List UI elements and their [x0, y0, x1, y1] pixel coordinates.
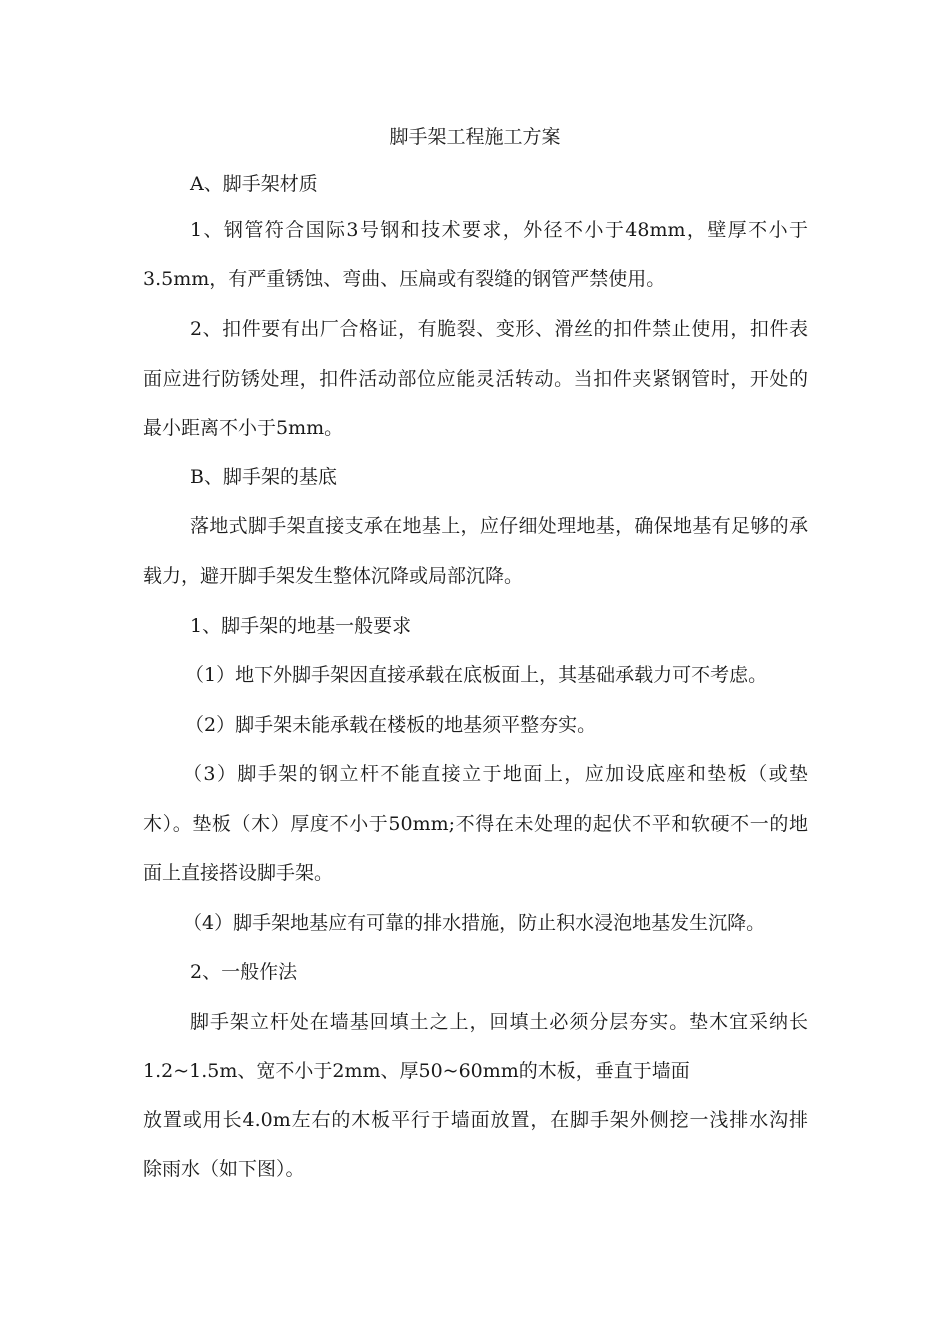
- section-heading-b: B、脚手架的基底: [190, 466, 337, 488]
- list-item: （1）地下外脚手架因直接承载在底板面上，其基础承载力可不考虑。: [185, 664, 768, 686]
- paragraph-line: 最小距离不小于5mm。: [143, 417, 344, 439]
- paragraph-line: 3.5mm，有严重锈蚀、弯曲、压扁或有裂缝的钢管严禁使用。: [143, 268, 666, 290]
- list-item: （3）脚手架的钢立杆不能直接立于地面上，应加设底座和垫板（或垫: [183, 763, 808, 785]
- paragraph-line: 木）。垫板（木）厚度不小于50mm;不得在未处理的起伏不平和软硬不一的地: [143, 813, 808, 835]
- paragraph-line: 载力，避开脚手架发生整体沉降或局部沉降。: [143, 565, 524, 587]
- section-heading-a: A、脚手架材质: [190, 173, 318, 195]
- subsection-heading: 1、脚手架的地基一般要求: [190, 615, 412, 637]
- subsection-heading: 2、一般作法: [190, 961, 298, 983]
- list-item: （2）脚手架未能承载在楼板的地基须平整夯实。: [185, 714, 597, 736]
- paragraph-line: 面应进行防锈处理，扣件活动部位应能灵活转动。当扣件夹紧钢管时，开处的: [143, 368, 808, 390]
- paragraph-line: 放置或用长4.0m左右的木板平行于墙面放置，在脚手架外侧挖一浅排水沟排: [143, 1109, 808, 1131]
- document-title: 脚手架工程施工方案: [389, 126, 561, 148]
- paragraph-line: 2、扣件要有出厂合格证，有脆裂、变形、滑丝的扣件禁止使用，扣件表: [190, 318, 808, 340]
- paragraph-line: 1.2~1.5m、宽不小于2mm、厚50~60mm的木板，垂直于墙面: [143, 1060, 690, 1082]
- paragraph-line: 除雨水（如下图）。: [143, 1158, 305, 1180]
- paragraph-line: 1、钢管符合国际3号钢和技术要求，外径不小于48mm，壁厚不小于: [190, 219, 808, 241]
- paragraph-line: 落地式脚手架直接支承在地基上，应仔细处理地基，确保地基有足够的承: [190, 515, 808, 537]
- paragraph-line: 面上直接搭设脚手架。: [143, 862, 334, 884]
- list-item: （4）脚手架地基应有可靠的排水措施，防止积水浸泡地基发生沉降。: [183, 912, 766, 934]
- paragraph-line: 脚手架立杆处在墙基回填土之上，回填土必须分层夯实。垫木宜采纳长: [190, 1011, 808, 1033]
